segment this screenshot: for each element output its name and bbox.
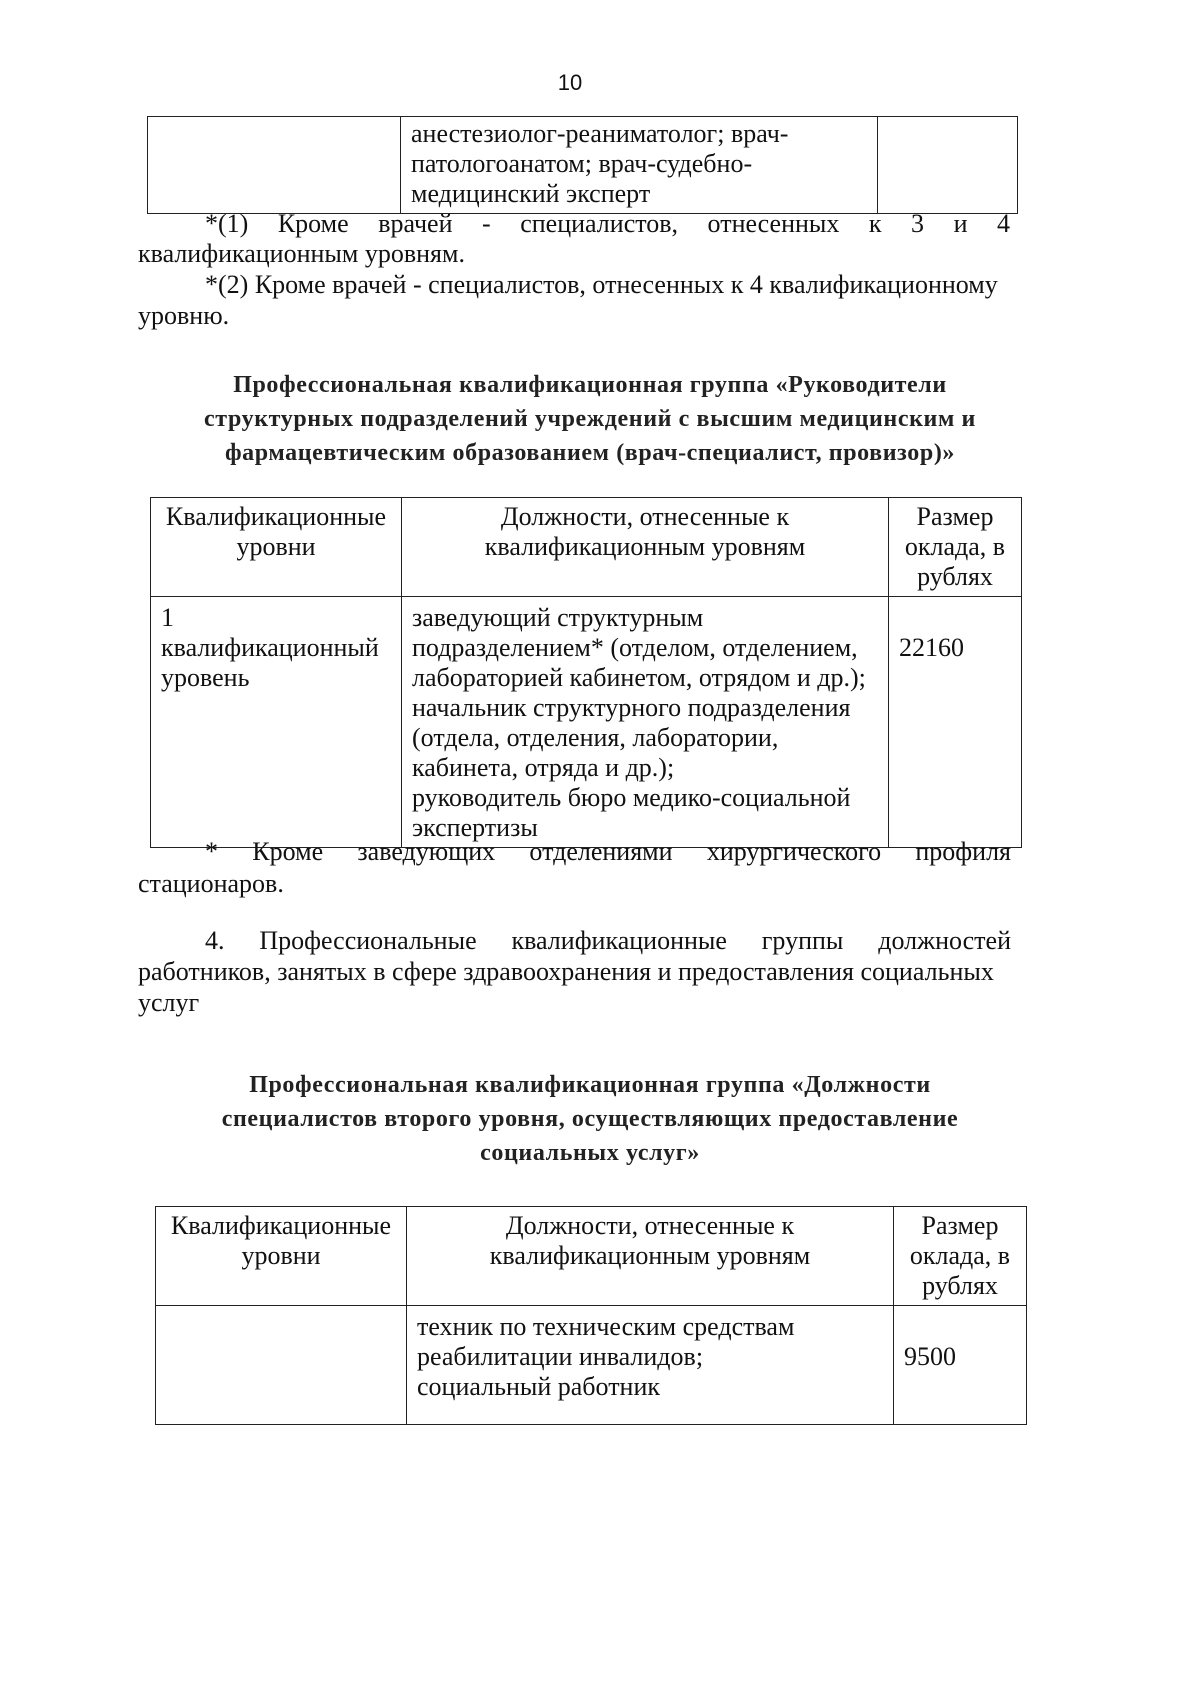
section-4-line-1: 4. Профессиональные квалификационные группы должностей — [205, 926, 1011, 955]
heading-1-line-3: фармацевтическим образованием (врач-специалист, провизор)» — [224, 440, 956, 466]
section-4-line-3: услуг — [138, 988, 200, 1017]
note-1-line-2: квалификационным уровням. — [138, 239, 465, 268]
row-salary: 9500 — [894, 1306, 1027, 1425]
cont-line: медицинский эксперт — [411, 179, 651, 208]
table-header-row — [156, 1207, 1027, 1306]
page-number: 10 — [557, 70, 583, 95]
continuation-table — [147, 116, 1018, 214]
cont-cell-positions — [401, 117, 878, 214]
heading-2-line-1: Профессиональная квалификационная группа «Должности — [249, 1072, 931, 1098]
header-positions: Должности, отнесенные к квалификационным уровням — [402, 498, 889, 597]
note-3-line-1: * Кроме заведующих отделениями хирургического профиля — [205, 837, 1011, 866]
row-salary: 22160 — [889, 597, 1022, 848]
header-positions: Должности, отнесенные к квалификационным уровням — [407, 1207, 894, 1306]
cont-line: анестезиолог-реаниматолог; врач- — [411, 119, 789, 148]
section-heading-1 — [150, 368, 1030, 470]
row-level: 1 квалификационный уровень — [151, 597, 402, 848]
header-salary: Размер оклада, в рублях — [894, 1207, 1027, 1306]
note-2-line-2: уровню. — [138, 301, 230, 330]
heading-2-line-2: специалистов второго уровня, осуществляющих предоставление — [221, 1106, 959, 1132]
table-row — [151, 597, 1022, 848]
header-levels: Квалификационные уровни — [151, 498, 402, 597]
qualification-table-1 — [150, 497, 1022, 848]
cont-cell-salary — [878, 117, 1018, 214]
note-2-line-1: *(2) Кроме врачей - специалистов, отнесенных к 4 квалификационному — [205, 270, 998, 299]
header-levels: Квалификационные уровни — [156, 1207, 407, 1306]
table-row — [156, 1306, 1027, 1425]
table-header-row — [151, 498, 1022, 597]
cont-cell-level — [148, 117, 401, 214]
row-positions: заведующий структурным подразделением* (отделом, отделением, лабораторией кабинетом, отрядом и др.); начальник структурного подразделения (отдела, отделения, лаборатории, кабинета, отряда и др.); руководитель бюро медико-социальной экспертизы — [402, 597, 889, 848]
heading-2-line-3: социальных услуг» — [480, 1140, 700, 1166]
heading-1-line-2: структурных подразделений учреждений с высшим медицинским и — [204, 406, 976, 432]
heading-1-line-1: Профессиональная квалификационная группа «Руководители — [233, 372, 947, 398]
header-salary: Размер оклада, в рублях — [889, 498, 1022, 597]
section-4-line-2: работников, занятых в сфере здравоохранения и предоставления социальных — [138, 957, 994, 986]
row-positions: техник по техническим средствам реабилитации инвалидов; социальный работник — [407, 1306, 894, 1425]
section-heading-2 — [150, 1068, 1030, 1170]
qualification-table-2 — [155, 1206, 1027, 1425]
cont-line: патологоанатом; врач-судебно- — [411, 149, 753, 178]
note-3-line-2: стационаров. — [138, 869, 284, 898]
row-level — [156, 1306, 407, 1425]
note-1-line-1: *(1) Кроме врачей - специалистов, отнесенных к 3 и 4 — [205, 209, 1010, 238]
